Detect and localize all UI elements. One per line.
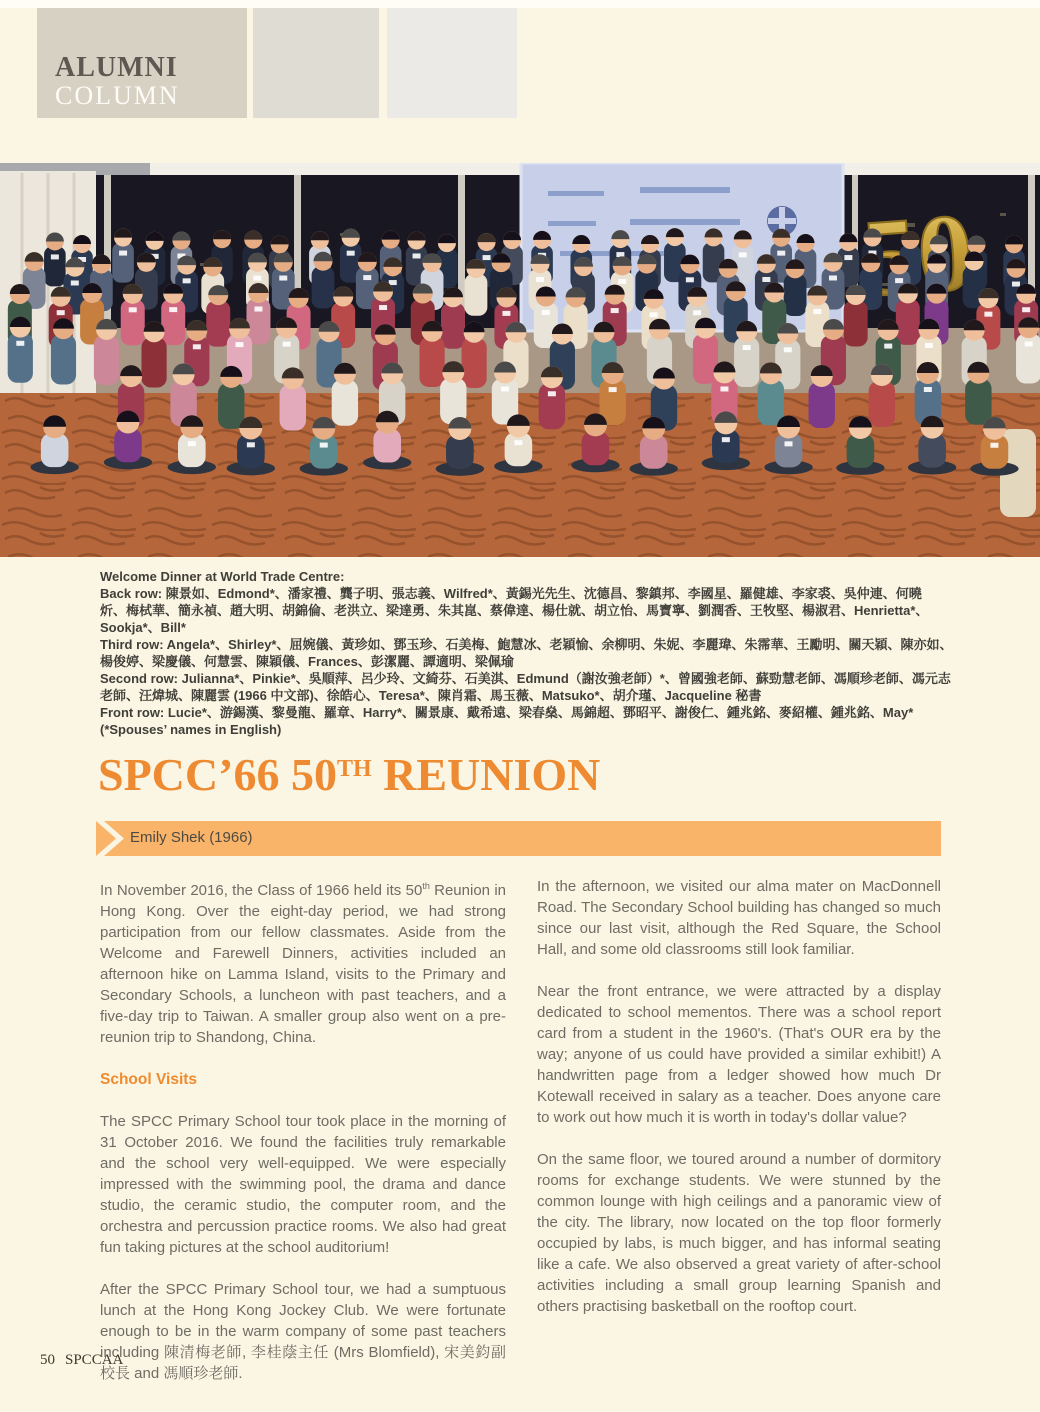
reunion-group-photo [0, 163, 1040, 557]
byline-ribbon [100, 821, 941, 856]
person-figure [441, 287, 465, 349]
paragraph-text: Reunion in Hong Kong. Over the eight-day period, we had strong participation from our fellow classmates. Aside from the Welcome and Farewell Dinners, activities included an afternoon hike on Lamma Island, visits to the Primary and Secondary Schools, a luncheon with past teachers, and a five-day trip to Taiwan. A smaller group also went on a pre-reunion trip to Shandong, China. [100, 882, 506, 1046]
person-figure [51, 318, 76, 384]
person-figure [809, 365, 835, 428]
caption-line: 老師、汪煒城、陳麗雲 (1966 中文部)、徐皓心、Teresa*、陳肖霜、馬玉薇、Matsuko*、胡介瑾、Jacqueline 秘書 [100, 688, 762, 703]
paragraph: After the SPCC Primary School tour, we had a sumptuous lunch at the Hong Kong Jockey Club. We were fortunate enough to be in the warm company of some past teachers including 陳清梅老師, 李桂蔭主任 (Mrs Blomfield), 宋美鈞副校長 and 馮順珍老師. [100, 1281, 506, 1382]
page-top-margin [0, 0, 1040, 8]
person-figure [734, 321, 759, 387]
caption-line: Sookja*、Bill* [100, 620, 186, 635]
paragraph: Near the front entrance, we were attracted by a display dedicated to school mementos. There was a school report card from a student in the 1960's. (That's OUR era by the way; anyone of us could have provided a similar exhibit!) A handwritten page from a ledger showed how much Dr Kotewall received in salary as a teacher. Does anyone care to work out how much it is worth in today's dollar value? [537, 983, 941, 1126]
person-figure [44, 232, 66, 286]
person-figure [8, 317, 33, 383]
person-figure [94, 319, 119, 385]
person-figure [332, 363, 358, 426]
paragraph-text: In November 2016, the Class of 1966 held its 50 [100, 882, 423, 899]
title-superscript: TH [336, 756, 372, 782]
person-figure [440, 361, 466, 424]
person-figure [121, 284, 145, 346]
title-text-after: REUNION [371, 749, 601, 800]
footer-brand: SPCCAA [65, 1352, 124, 1368]
page-footer [40, 1352, 123, 1369]
person-figure [965, 362, 991, 425]
caption-line: Back row: 陳景如、Edmond*、潘家禮、龔子明、張志義、Wilfred*、黃錫光先生、沈德昌、黎鎮邦、李國星、羅健雄、李家裘、吳仲連、何曉 [100, 586, 922, 601]
person-figure [492, 361, 518, 424]
caption-line: Second row: Julianna*、Pinkie*、吳順萍、呂少玲、文綺芬、石美淇、Edmund（謝汝強老師）*、曾國強老師、蘇勁慧老師、馮順珍老師、馮元志 [100, 671, 951, 686]
title-text-before: SPCC’66 50 [98, 749, 337, 800]
paragraph: On the same floor, we toured around a number of dormitory rooms for exchange students. We were stunned by the common lounge with high ceilings and a panoramic view of the city. The library, now located on the top floor formerly occupied by labs, is much bigger, and has informal seating like a cafe. We also observed a great variety of after-school activities including a small group learning Spanish and others practising basketball on the rooftop court. [537, 1151, 941, 1315]
kicker-text [55, 54, 180, 109]
person-figure [844, 285, 868, 347]
person-figure [420, 321, 445, 387]
article-column-left [100, 876, 506, 1384]
person-figure [206, 285, 230, 347]
caption-line: (*Spouses’ names in English) [100, 722, 282, 737]
caption-line: Welcome Dinner at World Trade Centre: [100, 569, 345, 584]
caption-line: Front row: Lucie*、游錫漢、黎曼龍、羅章、Harry*、關景康、戴希遠、梁春燊、馬錦超、鄧昭平、謝俊仁、鍾兆銘、麥紹權、鍾兆銘、May* [100, 705, 914, 720]
photo-caption [100, 568, 953, 738]
person-figure [461, 322, 486, 388]
article-title [98, 748, 944, 801]
person-figure [915, 362, 941, 425]
person-figure [784, 259, 807, 316]
article-column-right [537, 876, 941, 1317]
footer-page-number: 50 [40, 1352, 55, 1368]
byline-author: Emily Shek (1966) [130, 829, 253, 846]
person-figure [465, 259, 488, 316]
kicker-decor-box-3 [387, 8, 517, 118]
caption-line: 楊俊婷、梁慶儀、何慧雲、陳穎儀、Frances、彭潔麗、譚適明、梁佩瑜 [100, 654, 514, 669]
person-figure [758, 362, 784, 425]
kicker-line-alumni: ALUMNI [55, 52, 178, 83]
kicker-decor-box-2 [253, 8, 379, 118]
person-figure [280, 367, 306, 430]
section-heading-school-visits: School Visits [100, 1071, 198, 1088]
alumni-column-kicker [37, 8, 247, 118]
caption-line: 炘、梅栻華、簡永禎、趙大明、胡錦倫、老洪立、梁達勇、朱其崑、蔡偉達、楊仕就、胡立怡、馬寶寧、劉潤香、王牧堅、楊淑君、Henrietta*、 [100, 603, 929, 618]
person-figure [161, 284, 185, 346]
paragraph [100, 876, 506, 1048]
person-figure [869, 364, 895, 427]
person-figure [599, 362, 625, 425]
paragraph-superscript: th [422, 881, 430, 891]
person-figure [1016, 317, 1040, 383]
paragraph: In the afternoon, we visited our alma mater on MacDonnell Road. The Secondary School building has changed so much since our last visit, although the Red Square, the School Hall, and some old classrooms still look familiar. [537, 878, 941, 958]
person-figure [112, 229, 134, 283]
paragraph: The SPCC Primary School tour took place in the morning of 31 October 2016. We found the facilities truly remarkable and the school very well-equipped. We were especially impressed with the swimming pool, the drama and dance studio, the ceramic studio, the computer room, and the orchestra and percussion practice rooms. We also had great fun taking pictures at the school auditorium! [100, 1113, 506, 1256]
person-figure [246, 283, 270, 345]
person-figure [896, 283, 920, 345]
person-figure [141, 321, 166, 387]
person-figure [312, 252, 335, 309]
caption-line: Third row: Angela*、Shirley*、屈婉儀、黃珍如、鄧玉珍、石美梅、鮑慧冰、老穎愉、余柳明、朱妮、李麗瑋、朱霈華、王勵明、關天穎、陳亦如、 [100, 637, 953, 652]
kicker-line-column: COLUMN [55, 80, 180, 110]
person-figure [218, 366, 244, 429]
person-figure [539, 366, 565, 429]
